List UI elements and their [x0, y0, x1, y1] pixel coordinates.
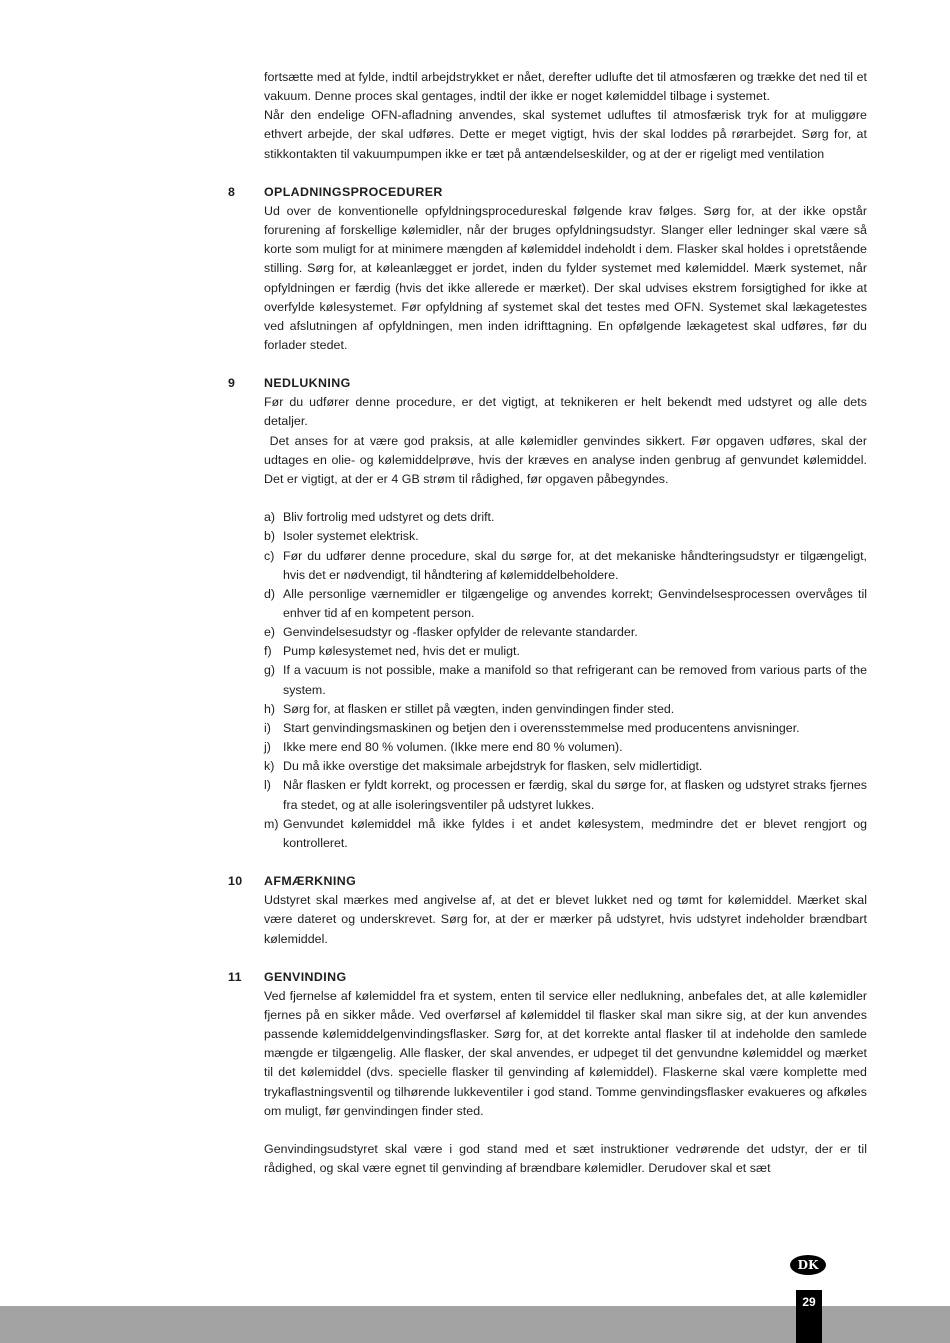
- section-9-paragraph-1: Før du udfører denne procedure, er det vigtigt, at teknikeren er helt bekendt med udstyret og alle dets detaljer.: [264, 395, 867, 429]
- section-number: 8: [228, 184, 236, 199]
- language-badge: DK: [790, 1255, 826, 1275]
- section-11: [0, 968, 950, 1179]
- section-11-paragraph-1: Ved fjernelse af kølemiddel fra et system, enten til service eller nedlukning, anbefales det, at alle kølemidler fjernes på en sikker måde. Ved overførsel af kølemiddel til flasker skal man sikre sig, at der kun anvendes passende kølemiddelgenvindingsflasker. Sørg for, at det korrekte antal flasker til at indeholde den samlede mængde er tilgængelig. Alle flasker, der skal anvendes, er udpeget til det genvundne kølemiddel og mærket til det kølemiddel (dvs. specielle flasker til genvinding af kølemiddel). Flaskerne skal være komplette med trykaflastningsventil og tilhørende lukkeventiler i god stand. Tomme genvindingsflasker evakueres og afkøles om muligt, før genvindingen finder sted.: [264, 988, 867, 1118]
- list-item: a) Bliv fortrolig med udstyret og dets drift.: [264, 510, 495, 525]
- list-item: g) If a vacuum is not possible, make a manifold so that refrigerant can be removed from various parts of the system.: [264, 663, 867, 697]
- intro-paragraph-2: Når den endelige OFN-afladning anvendes, skal systemet udluftes til atmosfærisk tryk for at muliggøre ethvert arbejde, der skal udføres. Dette er meget vigtigt, hvis der skal loddes på rørarbejdet. Sørg for, at stikkontakten til vakuumpumpen ikke er tæt på antændelseskilder, og at der er rigeligt med ventilation: [264, 108, 867, 161]
- list-item: h) Sørg for, at flasken er stillet på vægten, inden genvindingen finder sted.: [264, 701, 675, 716]
- section-11-paragraph-2: Genvindingsudstyret skal være i god stand med et sæt instruktioner vedrørende det udstyr, der er til rådighed, og skal være egnet til genvinding af brændbare kølemidler. Derudover skal et sæt: [264, 1142, 867, 1176]
- section-title: AFMÆRKNING: [264, 874, 357, 889]
- page-number: 29: [796, 1290, 822, 1343]
- section-9: [0, 374, 950, 853]
- section-number: 9: [228, 376, 236, 391]
- section-8-text: Ud over de konventionelle opfyldningsprocedureskal følgende krav følges. Sørg for, at der ikke opstår forurening af forskellige kølemidler, når der bruges opfyldningsudstyr. Slanger eller ledninger skal være så korte som muligt for at minimere mængden af kølemiddel indeholdt i dem. Flasker skal holdes i opretstående stilling. Sørg for, at køleanlægget er jordet, inden du fylder systemet med kølemiddel. Mærk systemet, når opfyldningen er færdig (hvis det ikke allerede er mærket). Der skal udvises ekstrem forsigtighed for ikke at overfylde kølesystemet. Før opfyldning af systemet skal det testes med OFN. Systemet skal lækagetestes ved afslutningen af opfyldningen, men inden idrifttagning. En opfølgende lækagetest skal udføres, før du forlader stedet.: [264, 203, 867, 353]
- section-title: NEDLUKNING: [264, 376, 351, 391]
- section-title: OPLADNINGSPROCEDURER: [264, 184, 443, 199]
- section-number: 11: [228, 969, 242, 984]
- list-item: e) Genvindelsesudstyr og -flasker opfylder de relevante standarder.: [264, 625, 638, 640]
- list-item: k) Du må ikke overstige det maksimale arbejdstryk for flasken, selv midlertidigt.: [264, 759, 703, 774]
- list-item: b) Isoler systemet elektrisk.: [264, 529, 419, 544]
- list-item: m) Genvundet kølemiddel må ikke fyldes i et andet kølesystem, medmindre det er blevet rengjort og kontrolleret.: [264, 816, 867, 850]
- list-item: d) Alle personlige værnemidler er tilgængelige og anvendes korrekt; Genvindelsesprocessen overvåges til enhver tid af en kompetent person.: [264, 586, 867, 621]
- section-8: [0, 183, 950, 355]
- list-item: i) Start genvindingsmaskinen og betjen den i overensstemmelse med producentens anvisninger.: [264, 720, 800, 735]
- section-number: 10: [228, 874, 243, 889]
- section-9-paragraph-2: Det anses for at være god praksis, at alle kølemidler genvindes sikkert. Før opgaven udføres, skal der udtages en olie- og kølemiddelprøve, hvis der kræves en analyse inden genbrug af genvundet kølemiddel. Det er vigtigt, at der er 4 GB strøm til rådighed, før opgaven påbegyndes.: [264, 433, 871, 486]
- intro-paragraph-1: fortsætte med at fylde, indtil arbejdstrykket er nået, derefter udlufte det til atmosfæren og trække det ned til et vakuum. Denne proces skal gentages, indtil der ikke er noget kølemiddel tilbage i systemet.: [264, 70, 867, 104]
- section-10: [0, 872, 950, 949]
- page-content: [0, 68, 950, 1178]
- section-10-text: Udstyret skal mærkes med angivelse af, at det er blevet lukket ned og tømt for kølemiddel. Mærket skal være dateret og underskrevet. Sørg for, at der er mærker på udstyret, hvis udstyret indeholder brændbart kølemiddel.: [264, 893, 867, 946]
- section-title: GENVINDING: [264, 969, 347, 984]
- procedure-list: [264, 508, 867, 853]
- list-item: j) Ikke mere end 80 % volumen. (Ikke mere end 80 % volumen).: [264, 740, 623, 755]
- list-item: f) Pump kølesystemet ned, hvis det er muligt.: [264, 644, 520, 659]
- list-item: l) Når flasken er fyldt korrekt, og processen er færdig, skal du sørge for, at flasken og udstyret straks fjernes fra stedet, og at alle isoleringsventiler på udstyret lukkes.: [264, 778, 867, 812]
- list-item: c) Før du udfører denne procedure, skal du sørge for, at det mekaniske håndteringsudstyr er tilgængeligt, hvis det er nødvendigt, til håndtering af kølemiddelbeholdere.: [264, 548, 867, 582]
